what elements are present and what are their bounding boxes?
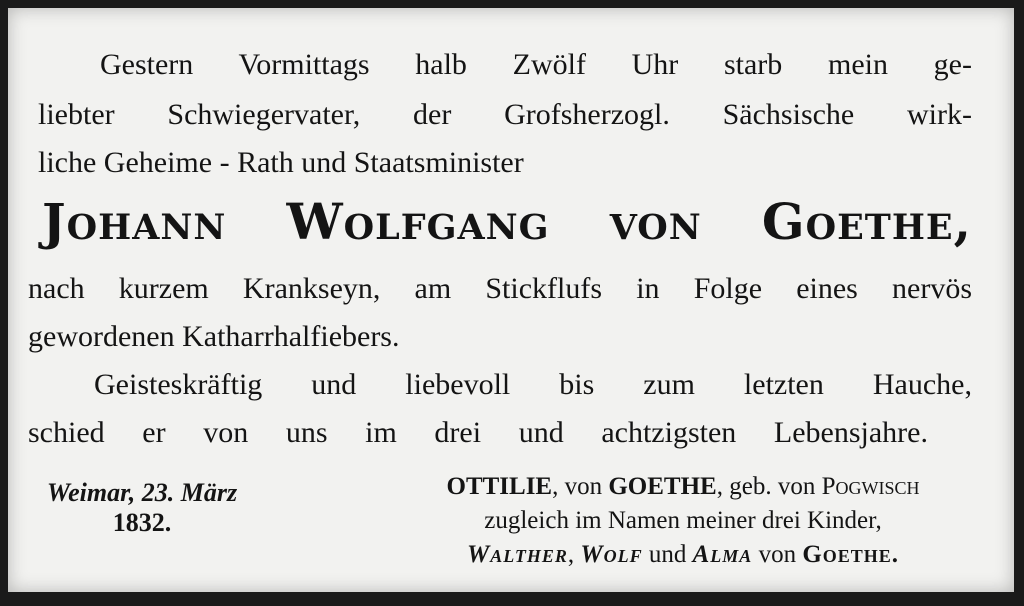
signer-surname: GOETHE (608, 473, 717, 500)
deceased-name: Johann Wolfgang von Goethe, (42, 192, 972, 251)
notice-line-6: Geisteskräftig und liebevoll bis zum letzten Hauche, (94, 368, 972, 401)
signer-line (368, 470, 998, 504)
place-and-date (22, 478, 262, 538)
notice-line-3: liche Geheime - Rath und Staatsminister (38, 146, 524, 179)
notice-line-7: schied er von uns im drei und achtzigsten Lebensjahre. (28, 416, 928, 449)
children-comma: , (567, 541, 581, 568)
notice-line-1: Gestern Vormittags halb Zwölf Uhr starb mein ge- (100, 48, 972, 81)
family-name: Goethe. (802, 541, 900, 568)
signer-sep: , von (552, 473, 609, 500)
signature-block (368, 470, 998, 572)
children-von: von (752, 541, 803, 568)
signer-maiden-name: Pogwisch (821, 473, 920, 500)
death-notice-card (8, 8, 1014, 592)
notice-line-5: gewordenen Katharrhalfiebers. (28, 320, 400, 353)
child-walther: Walther (466, 541, 568, 568)
place-date-line (22, 478, 262, 508)
child-alma: Alma (692, 541, 753, 568)
signer-line-2: zugleich im Namen meiner drei Kinder, (484, 507, 882, 534)
signer-name: OTTILIE (446, 473, 553, 500)
signer-geb: , geb. von (716, 473, 822, 500)
children-und: und (642, 541, 693, 568)
child-wolf: Wolf (580, 541, 643, 568)
place-date: Weimar, 23. März (46, 478, 238, 507)
notice-line-4: nach kurzem Krankseyn, am Stickflufs in Folge eines nervös (28, 272, 972, 305)
notice-line-2: liebter Schwiegervater, der Grofsherzogl. Sächsische wirk- (38, 98, 972, 131)
year: 1832. (112, 508, 172, 537)
children-line (368, 538, 998, 572)
year-line (22, 508, 262, 538)
